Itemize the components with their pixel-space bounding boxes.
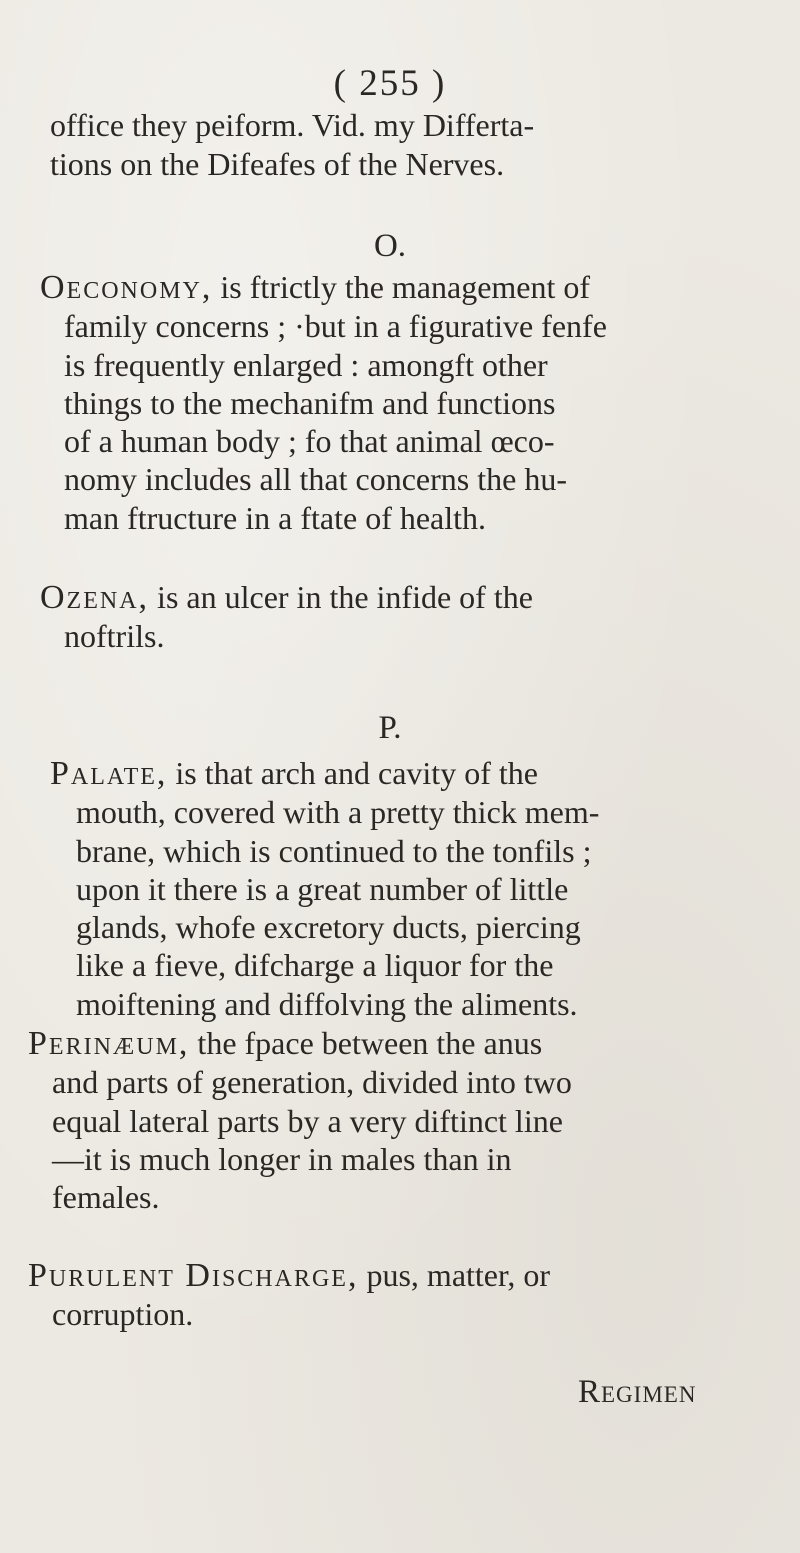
headword: Perinæum, bbox=[28, 1025, 190, 1062]
entry-line: like a fieve, difcharge a liquor for the bbox=[76, 947, 554, 984]
entry-text: the fpace between the anus bbox=[189, 1025, 543, 1061]
entry-line bbox=[50, 754, 770, 793]
entry-line: and parts of generation, divided into two bbox=[52, 1064, 572, 1101]
entry-line: glands, whofe excretory ducts, piercing bbox=[76, 909, 581, 946]
entry-line: is frequently enlarged : amongft other bbox=[64, 346, 548, 383]
continuation-text bbox=[50, 106, 755, 183]
headword: Palate, bbox=[50, 755, 168, 792]
entry-purulent-discharge bbox=[28, 1256, 768, 1334]
continuation-line: tions on the Difeafes of the Nerves. bbox=[50, 145, 505, 182]
entry-text: is ftrictly the management of bbox=[212, 269, 591, 305]
section-letter-o: O. bbox=[373, 228, 407, 264]
entry-line bbox=[28, 1256, 768, 1295]
section-letter-p: P. bbox=[378, 710, 402, 746]
headword: Purulent Discharge, bbox=[28, 1257, 359, 1294]
entry-text: is that arch and cavity of the bbox=[167, 755, 538, 791]
entry-line bbox=[40, 268, 770, 307]
entry-line: brane, which is continued to the tonfils ; bbox=[76, 832, 592, 869]
entry-line: things to the mechanifm and functions bbox=[64, 384, 556, 421]
entry-line: corruption. bbox=[52, 1296, 194, 1333]
entry-perinaeum bbox=[28, 1024, 768, 1216]
entry-oeconomy bbox=[40, 268, 770, 537]
entry-line: upon it there is a great number of little bbox=[76, 870, 569, 907]
entry-text: is an ulcer in the infide of the bbox=[149, 579, 533, 615]
entry-line: mouth, covered with a pretty thick mem- bbox=[76, 794, 600, 831]
entry-line: family concerns ; ·but in a figurative fenfe bbox=[64, 308, 607, 345]
entry-line: man ftructure in a ftate of health. bbox=[64, 499, 487, 536]
entry-line: females. bbox=[52, 1179, 160, 1216]
entry-line: nomy includes all that concerns the hu- bbox=[64, 461, 567, 498]
entry-line: —it is much longer in males than in bbox=[52, 1140, 512, 1177]
catchword: Regimen bbox=[578, 1374, 697, 1410]
entry-ozena bbox=[40, 578, 770, 656]
entry-line bbox=[28, 1024, 768, 1063]
entry-text: pus, matter, or bbox=[358, 1257, 551, 1293]
entry-palate bbox=[50, 754, 770, 1023]
entry-line bbox=[40, 578, 770, 617]
entry-line: noftrils. bbox=[64, 618, 165, 655]
entry-line: of a human body ; fo that animal œco- bbox=[64, 423, 555, 460]
page-number: ( 255 ) bbox=[333, 63, 447, 104]
headword: Ozena, bbox=[40, 579, 150, 616]
continuation-line: office they peiform. Vid. my Differta- bbox=[50, 107, 535, 143]
entry-line: equal lateral parts by a very diftinct line bbox=[52, 1102, 563, 1139]
headword: Oeconomy, bbox=[40, 269, 213, 306]
entry-line: moiftening and diffolving the aliments. bbox=[76, 985, 578, 1022]
